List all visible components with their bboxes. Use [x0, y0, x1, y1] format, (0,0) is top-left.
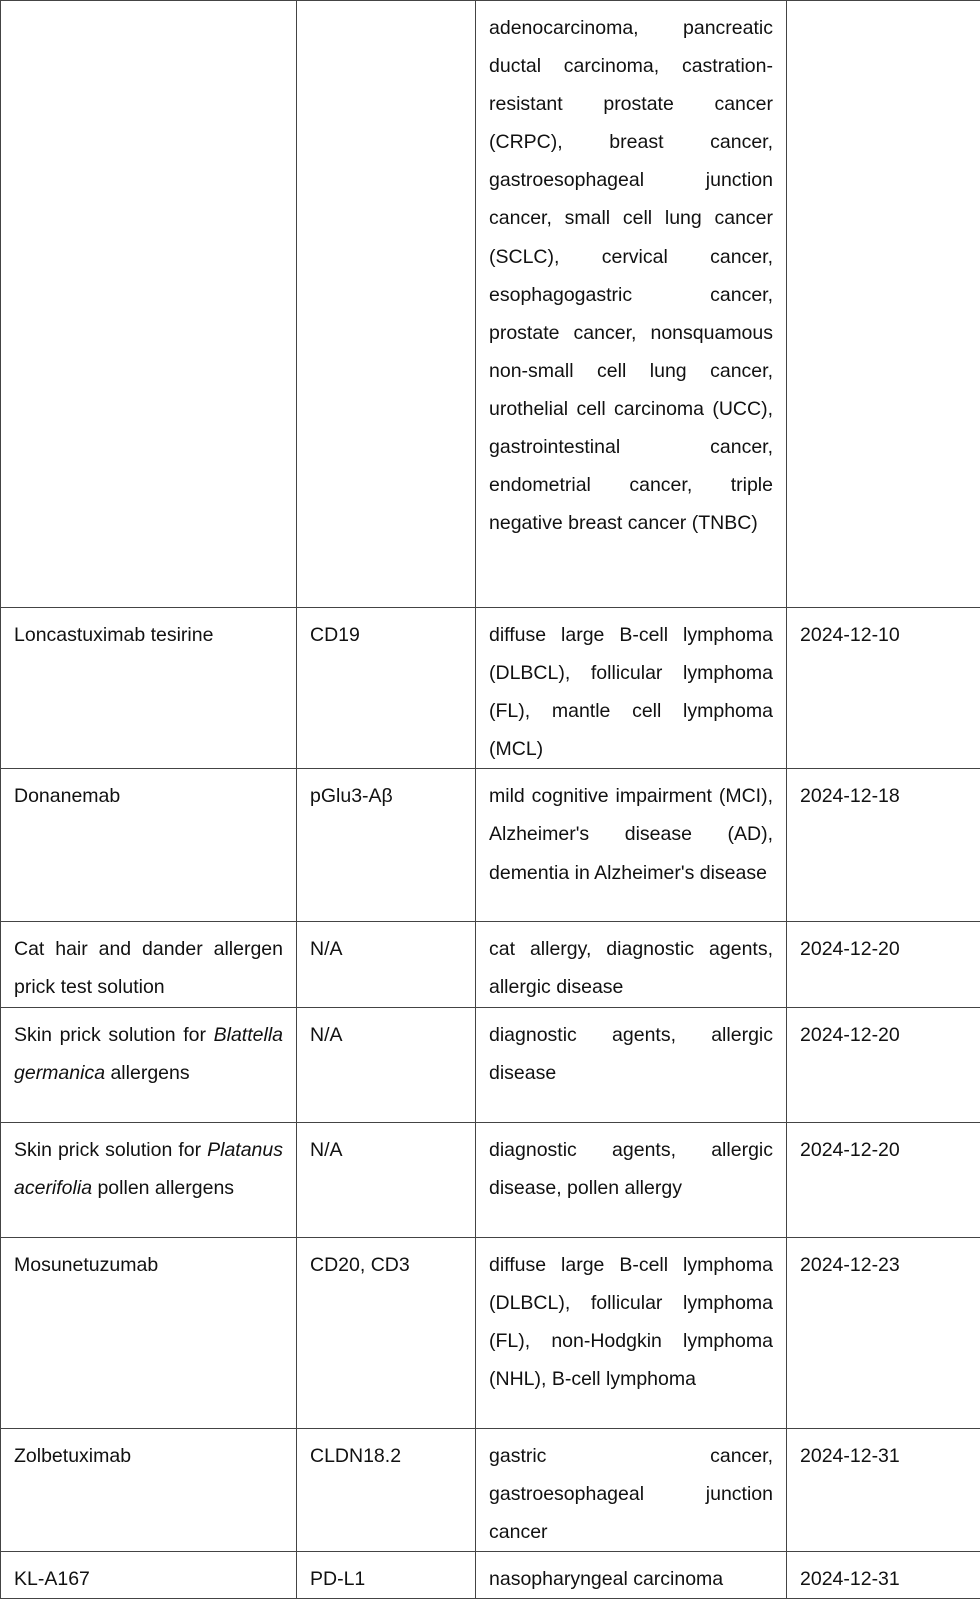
indication-cell: diffuse large B-cell lymphoma (DLBCL), follicular lymphoma (FL), non-Hodgkin lymphoma (NHL), B-cell lymphoma: [476, 1237, 787, 1428]
indication-cell: diagnostic agents, allergic disease: [476, 1007, 787, 1122]
target-cell: N/A: [297, 922, 476, 1007]
approval-date-cell: [787, 1, 980, 608]
approval-date-cell: 2024-12-10: [787, 608, 980, 769]
target-cell: [297, 1, 476, 608]
target-cell: CD19: [297, 608, 476, 769]
approval-date-cell: 2024-12-20: [787, 1122, 980, 1237]
indication-cell: gastric cancer, gastroesophageal junction cancer: [476, 1428, 787, 1551]
drug-name-prefix: Skin prick solution for: [14, 1024, 214, 1046]
table-row: [1, 1, 980, 608]
approval-date-cell: 2024-12-23: [787, 1237, 980, 1428]
drug-name-cell: [1, 1007, 297, 1122]
drug-name-suffix: allergens: [105, 1062, 190, 1084]
drug-name-prefix: Skin prick solution for: [14, 1139, 207, 1161]
drug-name-cell: Donanemab: [1, 769, 297, 922]
table-row: [1, 769, 980, 922]
indication-cell: mild cognitive impairment (MCI), Alzheimer's disease (AD), dementia in Alzheimer's disease: [476, 769, 787, 922]
drug-name-cell: [1, 1, 297, 608]
table-row: [1, 1007, 980, 1122]
species-name: Platanus acerifolia: [14, 1139, 283, 1199]
target-cell: N/A: [297, 1007, 476, 1122]
drug-name-cell: Loncastuximab tesirine: [1, 608, 297, 769]
indication-cell: adenocarcinoma, pancreatic ductal carcinoma, castration-resistant prostate cancer (CRPC), breast cancer, gastroesophageal junction cancer, small cell lung cancer (SCLC), cervical cancer, esophagogastric cancer, prostate cancer, nonsquamous non-small cell lung cancer, urothelial cell carcinoma (UCC), gastrointestinal cancer, endometrial cancer, triple negative breast cancer (TNBC): [476, 1, 787, 608]
table-row: [1, 608, 980, 769]
table-row: [1, 1122, 980, 1237]
table-row: [1, 922, 980, 1007]
indication-cell: diagnostic agents, allergic disease, pollen allergy: [476, 1122, 787, 1237]
target-cell: pGlu3-Aβ: [297, 769, 476, 922]
indication-cell: diffuse large B-cell lymphoma (DLBCL), follicular lymphoma (FL), mantle cell lymphoma (MCL): [476, 608, 787, 769]
target-cell: CD20, CD3: [297, 1237, 476, 1428]
indication-cell: nasopharyngeal carcinoma: [476, 1551, 787, 1598]
drug-name-cell: Mosunetuzumab: [1, 1237, 297, 1428]
approval-date-cell: 2024-12-20: [787, 922, 980, 1007]
species-name: Blattella germanica: [14, 1024, 283, 1084]
drug-name-cell: KL-A167: [1, 1551, 297, 1598]
target-cell: N/A: [297, 1122, 476, 1237]
approval-date-cell: 2024-12-31: [787, 1551, 980, 1598]
drug-name-cell: Zolbetuximab: [1, 1428, 297, 1551]
drug-name-cell: [1, 1122, 297, 1237]
target-cell: PD-L1: [297, 1551, 476, 1598]
drug-name-suffix: pollen allergens: [92, 1177, 234, 1199]
drug-name-cell: Cat hair and dander allergen prick test solution: [1, 922, 297, 1007]
approval-date-cell: 2024-12-31: [787, 1428, 980, 1551]
table-row: [1, 1551, 980, 1598]
target-cell: CLDN18.2: [297, 1428, 476, 1551]
table-row: [1, 1428, 980, 1551]
indication-cell: cat allergy, diagnostic agents, allergic disease: [476, 922, 787, 1007]
table-row: [1, 1237, 980, 1428]
approval-date-cell: 2024-12-18: [787, 769, 980, 922]
approval-date-cell: 2024-12-20: [787, 1007, 980, 1122]
